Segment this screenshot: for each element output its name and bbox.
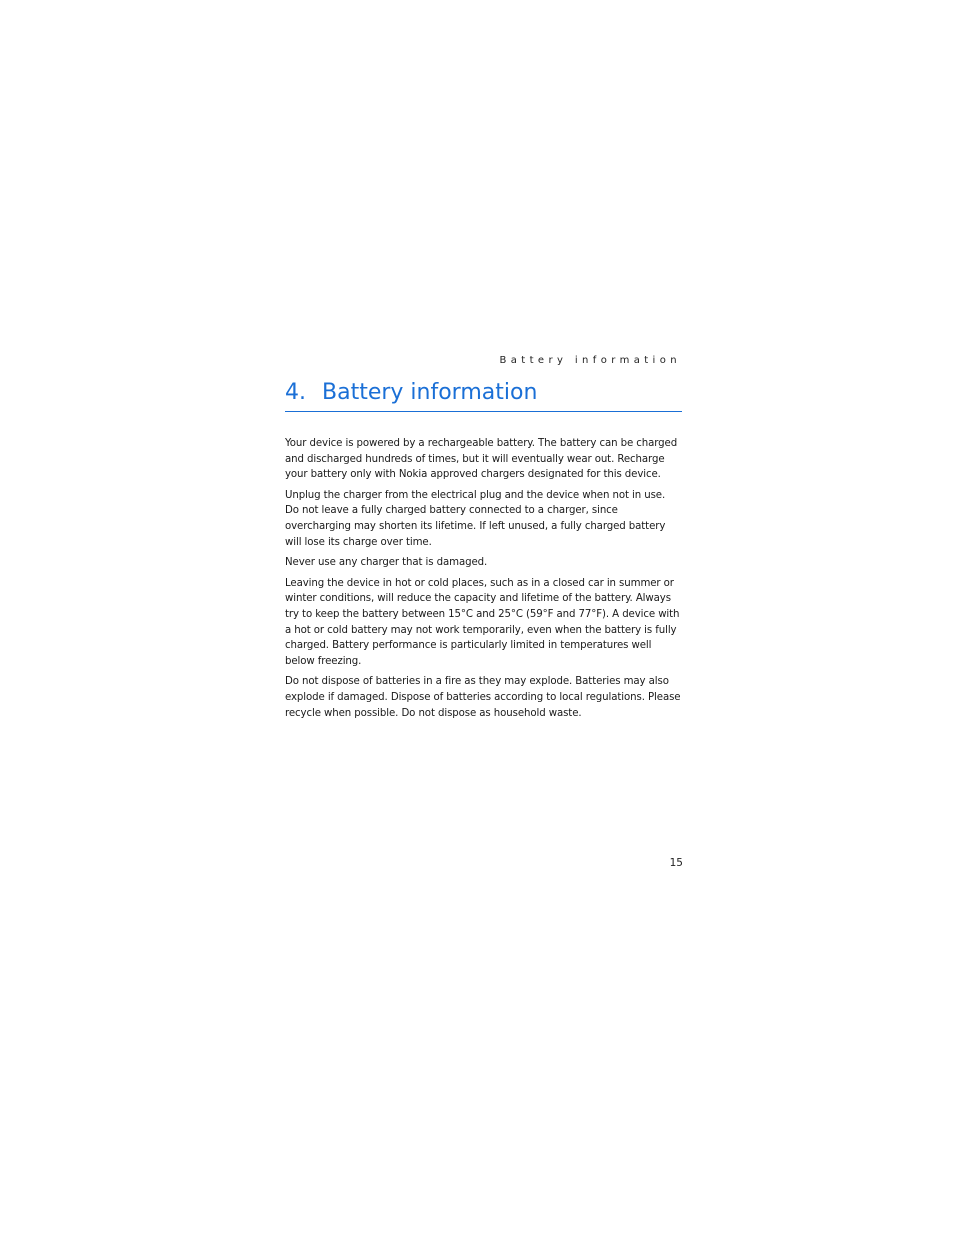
chapter-title: Battery information	[322, 380, 538, 405]
paragraph-charging: Your device is powered by a rechargeable battery. The battery can be charged and discharged hundreds of times, but it will eventually wear out. Recharge your battery only with Nokia approved chargers designated for this device.	[285, 438, 678, 481]
page-number: 15	[669, 857, 683, 869]
paragraph-damaged-charger: Never use any charger that is damaged.	[285, 557, 488, 569]
paragraph-disposal: Do not dispose of batteries in a fire as they may explode. Batteries may also explode if damaged. Dispose of batteries according to local regulations. Please recycle when possible. Do not dispose as household waste.	[285, 676, 681, 719]
paragraph-temperature: Leaving the device in hot or cold places, such as in a closed car in summer or winter conditions, will reduce the capacity and lifetime of the battery. Always try to keep the battery between 15°C and 25°C (59°F and 77°F). A device with a hot or cold battery may not work temporarily, even when the battery is fully charged. Battery performance is particularly limited in temperatures well below freezing.	[285, 577, 680, 667]
chapter-heading	[285, 378, 682, 412]
body-text	[285, 436, 682, 726]
paragraph-unplug: Unplug the charger from the electrical plug and the device when not in use. Do not leave a fully charged battery connected to a charger, since overcharging may shorten its lifetime. If left unused, a fully charged battery will lose its charge over time.	[285, 489, 666, 548]
running-header: Battery information	[499, 355, 681, 366]
chapter-number: 4.	[285, 380, 306, 405]
